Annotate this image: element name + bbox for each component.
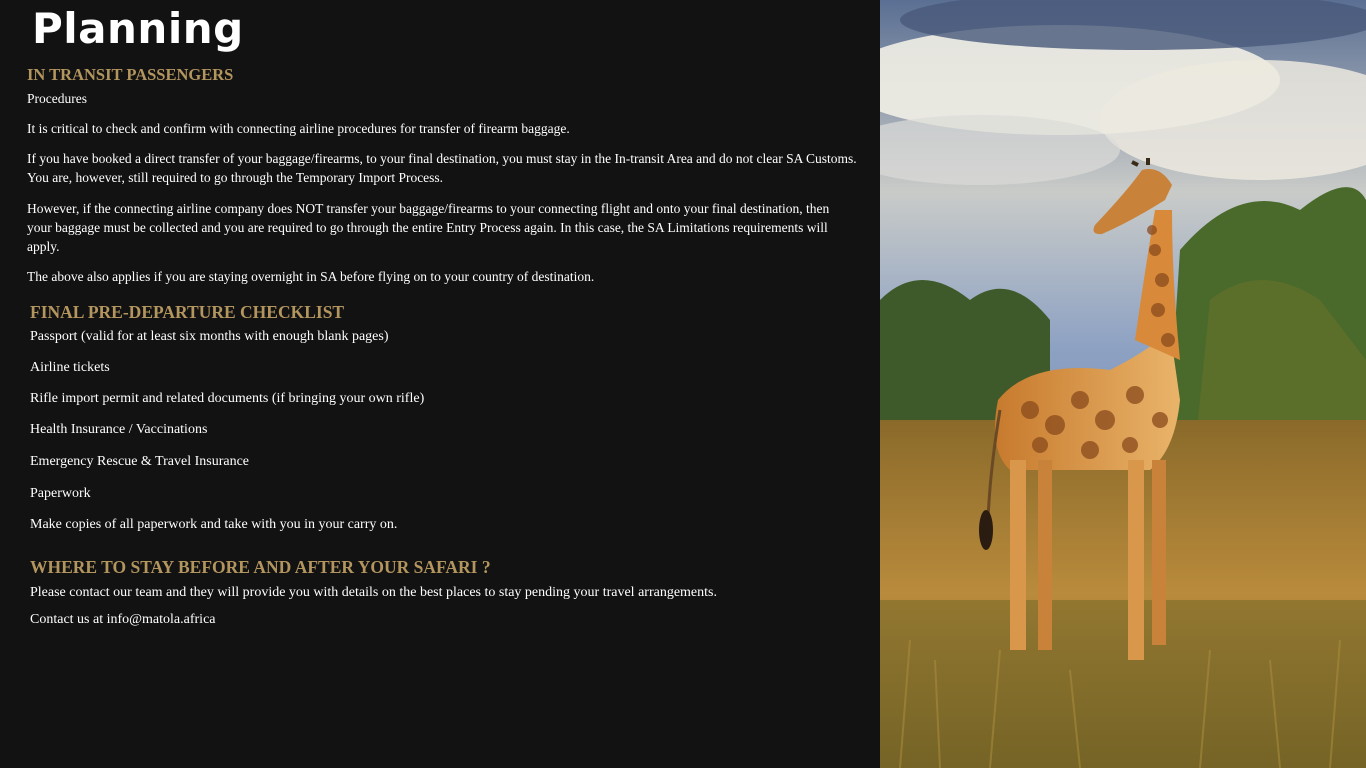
checklist-item: Rifle import permit and related documents (if bringing your own rifle): [30, 391, 425, 406]
checklist-item: Airline tickets: [30, 360, 110, 375]
page-title: Planning: [32, 4, 244, 53]
checklist-item: Emergency Rescue & Travel Insurance: [30, 454, 250, 469]
transit-heading: IN TRANSIT PASSENGERS: [27, 65, 234, 84]
giraffe-photo: [880, 0, 1366, 768]
stay-heading: WHERE TO STAY BEFORE AND AFTER YOUR SAFARI ?: [30, 557, 491, 577]
transit-subheading: Procedures: [27, 91, 87, 106]
stay-text: Please contact our team and they will provide you with details on the best places to stay pending your travel arrangements.: [30, 585, 717, 600]
checklist-item: Health Insurance / Vaccinations: [30, 422, 208, 437]
transit-paragraph: If you have booked a direct transfer of your baggage/firearms, to your final destination, you must stay in the In-transit Area and do not clear SA Customs. You are, however, still required to go through the Temporary Import Process.: [27, 151, 857, 185]
transit-paragraph: It is critical to check and confirm with connecting airline procedures for transfer of firearm baggage.: [27, 121, 570, 136]
checklist-item: Paperwork: [30, 486, 91, 501]
transit-paragraph: However, if the connecting airline company does NOT transfer your baggage/firearms to your connecting flight and onto your final destination, then your baggage must be collected and you are required to go through the entire Entry Process again. In this case, the SA Limitations requirements will apply.: [27, 201, 830, 254]
checklist-item: Make copies of all paperwork and take with you in your carry on.: [30, 517, 398, 532]
transit-paragraph: The above also applies if you are staying overnight in SA before flying on to your country of destination.: [27, 269, 595, 284]
contact-text: Contact us at info@matola.africa: [30, 612, 216, 627]
checklist-heading: FINAL PRE-DEPARTURE CHECKLIST: [30, 302, 345, 322]
checklist-item: Passport (valid for at least six months with enough blank pages): [30, 329, 389, 344]
